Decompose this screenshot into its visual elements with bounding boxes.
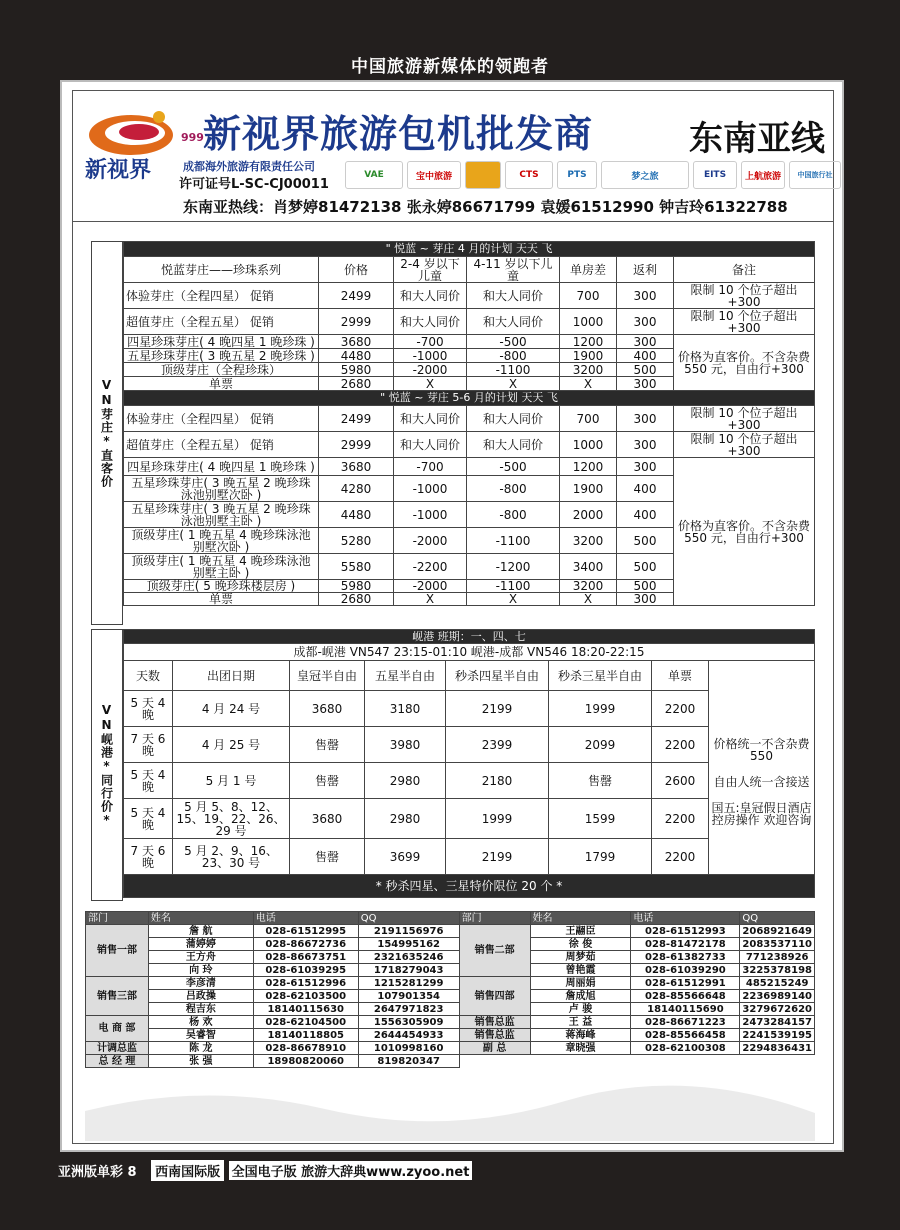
remark: 限制 10 个位子超出+300 <box>674 283 815 309</box>
product-name: 顶级芽庄( 1 晚五星 4 晚珍珠泳池别墅主卧 ) <box>124 554 319 580</box>
price: 3980 <box>365 727 446 763</box>
product-name: 顶级芽庄（全程珍珠） <box>124 363 319 377</box>
name: 徐 俊 <box>530 938 631 951</box>
phone: 028-85566458 <box>631 1029 740 1042</box>
price: 4280 <box>319 476 394 502</box>
single-supplement: 1000 <box>560 309 617 335</box>
product-name: 四星珍珠芽庄( 4 晚四星 1 晚珍珠 ) <box>124 458 319 476</box>
qq: 771238926 <box>740 951 815 964</box>
qq: 819820347 <box>358 1055 459 1068</box>
nhatrang-price-table <box>123 241 815 606</box>
price: 5980 <box>319 363 394 377</box>
website-label: 全国电子版 旅游大辞典www.zyoo.net <box>229 1161 473 1180</box>
single-supplement: 3200 <box>560 580 617 593</box>
child-price: 和大人同价 <box>394 406 467 432</box>
product-name: 五星珍珠芽庄( 3 晚五星 2 晚珍珠泳池别墅主卧 ) <box>124 502 319 528</box>
col-header-rebate: 返利 <box>617 257 674 283</box>
child-price: -1000 <box>394 502 467 528</box>
phone: 028-85566648 <box>631 990 740 1003</box>
license-number: 许可证号L-SC-CJ00011 <box>179 177 329 192</box>
price: 售罄 <box>290 727 365 763</box>
phone: 028-61512996 <box>253 977 358 990</box>
table-row <box>124 309 815 335</box>
name: 章晓强 <box>530 1042 631 1055</box>
price: 1599 <box>549 799 652 839</box>
child-price: -2200 <box>394 554 467 580</box>
product-name: 顶级芽庄( 5 晚珍珠楼层房 ) <box>124 580 319 593</box>
child-price: 和大人同价 <box>467 432 560 458</box>
col-header-name: 姓名 <box>530 912 631 925</box>
child-price: -1000 <box>394 349 467 363</box>
price: 3699 <box>365 839 446 875</box>
phone: 028-61512991 <box>631 977 740 990</box>
phone: 18140115630 <box>253 1003 358 1016</box>
phone: 028-62104500 <box>253 1016 358 1029</box>
product-name: 五星珍珠芽庄( 3 晚五星 2 晚珍珠 ) <box>124 349 319 363</box>
product-name: 超值芽庄（全程五星） 促销 <box>124 432 319 458</box>
price: 2399 <box>446 727 549 763</box>
rebate: 300 <box>617 432 674 458</box>
partner-logo-baozhong: 宝中旅游 <box>407 161 461 189</box>
col-header-dept: 部门 <box>86 912 149 925</box>
single-supplement: 3400 <box>560 554 617 580</box>
partner-logo-shanghang: 上航旅游 <box>741 161 785 189</box>
rebate: 400 <box>617 349 674 363</box>
rebate: 300 <box>617 335 674 349</box>
rebate: 500 <box>617 554 674 580</box>
qq: 2241539195 <box>740 1029 815 1042</box>
child-price: 和大人同价 <box>467 283 560 309</box>
price: 2680 <box>319 377 394 391</box>
table-row <box>124 691 815 727</box>
child-price: X <box>467 593 560 606</box>
table-row <box>86 977 815 990</box>
notes-spacer <box>709 661 815 691</box>
price: 2999 <box>319 432 394 458</box>
rebate: 300 <box>617 283 674 309</box>
rebate: 300 <box>617 406 674 432</box>
name: 王翮臣 <box>530 925 631 938</box>
dept: 计调总监 <box>86 1042 149 1055</box>
empty-cell <box>459 1055 530 1068</box>
child-price: 和大人同价 <box>394 432 467 458</box>
qq: 1556305909 <box>358 1016 459 1029</box>
col-header-five-star: 五星半自由 <box>365 661 446 691</box>
child-price: -500 <box>467 458 560 476</box>
remark: 限制 10 个位子超出+300 <box>674 309 815 335</box>
region-title: 东南亚线 <box>689 119 825 159</box>
departure-date: 5 月 2、9、16、23、30 号 <box>173 839 290 875</box>
price: 4480 <box>319 349 394 363</box>
phone: 028-81472178 <box>631 938 740 951</box>
child-price: 和大人同价 <box>467 309 560 335</box>
table-row <box>86 1055 815 1068</box>
qq: 3279672620 <box>740 1003 815 1016</box>
name: 曾艳霞 <box>530 964 631 977</box>
child-price: -2000 <box>394 363 467 377</box>
col-header-ticket: 单票 <box>652 661 709 691</box>
rebate: 300 <box>617 593 674 606</box>
partner-logos <box>345 157 841 193</box>
child-price: -700 <box>394 335 467 349</box>
table-row <box>124 406 815 432</box>
price: 2099 <box>549 727 652 763</box>
rebate: 500 <box>617 363 674 377</box>
table-row <box>86 1016 815 1029</box>
col-header-phone: 电话 <box>253 912 358 925</box>
table-row <box>86 951 815 964</box>
empty-cell <box>530 1055 631 1068</box>
hotline: 东南亚热线：肖梦婷81472138 张永婷86671799 袁媛61512990 钟吉玲61322788 <box>183 198 788 216</box>
price: 3680 <box>290 799 365 839</box>
col-header-dept: 部门 <box>459 912 530 925</box>
col-header-product: 悦蓝芽庄——珍珠系列 <box>124 257 319 283</box>
single-supplement: 3200 <box>560 528 617 554</box>
rebate: 400 <box>617 476 674 502</box>
phone: 028-62100308 <box>631 1042 740 1055</box>
name: 杨 欢 <box>148 1016 253 1029</box>
child-price: -2000 <box>394 580 467 593</box>
price: 2999 <box>319 309 394 335</box>
partner-logo-mascot <box>465 161 501 189</box>
page-frame <box>60 80 844 1152</box>
price: 5580 <box>319 554 394 580</box>
col-header-phone: 电话 <box>631 912 740 925</box>
name: 张 强 <box>148 1055 253 1068</box>
phone: 028-61512993 <box>631 925 740 938</box>
ticket-price: 2200 <box>652 839 709 875</box>
april-plan-title: " 悦蓝 ~ 芽庄 4 月的计划 天天 飞 <box>124 242 815 257</box>
dept: 销售一部 <box>86 925 149 977</box>
col-header-departure-date: 出团日期 <box>173 661 290 691</box>
days: 7 天 6 晚 <box>124 839 173 875</box>
name: 王方舟 <box>148 951 253 964</box>
phone: 18980820060 <box>253 1055 358 1068</box>
col-header-single-supplement: 单房差 <box>560 257 617 283</box>
product-name: 体验芽庄（全程四星） 促销 <box>124 283 319 309</box>
phone: 028-61039290 <box>631 964 740 977</box>
rebate: 300 <box>617 377 674 391</box>
rebate: 500 <box>617 528 674 554</box>
table-row <box>124 432 815 458</box>
remark: 限制 10 个位子超出+300 <box>674 406 815 432</box>
product-name: 单票 <box>124 377 319 391</box>
days: 5 天 4 晚 <box>124 799 173 839</box>
product-name: 五星珍珠芽庄( 3 晚五星 2 晚珍珠泳池别墅次卧 ) <box>124 476 319 502</box>
child-price: 和大人同价 <box>394 283 467 309</box>
name: 向 玲 <box>148 964 253 977</box>
qq: 2236989140 <box>740 990 815 1003</box>
table-row <box>86 1029 815 1042</box>
note-transfer: 自由人统一含接送 <box>713 775 810 790</box>
partner-logo-mengzhilv: 梦之旅 <box>601 161 689 189</box>
brand-number: 999 <box>181 131 204 144</box>
qq: 2473284157 <box>740 1016 815 1029</box>
price: 1999 <box>549 691 652 727</box>
departure-date: 5 月 5、8、12、15、19、22、26、29 号 <box>173 799 290 839</box>
note-hotel: 国五:皇冠假日酒店控房操作 欢迎咨询 <box>711 801 812 828</box>
remark: 限制 10 个位子超出+300 <box>674 432 815 458</box>
col-header-name: 姓名 <box>148 912 253 925</box>
phone: 028-61382733 <box>631 951 740 964</box>
page-label: 亚洲版单彩 8 <box>58 1165 137 1180</box>
qq: 2191156976 <box>358 925 459 938</box>
danang-notes <box>709 691 815 875</box>
col-header-days: 天数 <box>124 661 173 691</box>
phone: 028-86671223 <box>631 1016 740 1029</box>
name: 詹 航 <box>148 925 253 938</box>
dept: 销售四部 <box>459 977 530 1016</box>
col-header-four-star-flash: 秒杀四星半自由 <box>446 661 549 691</box>
departure-date: 4 月 24 号 <box>173 691 290 727</box>
rebate: 400 <box>617 502 674 528</box>
danang-title: 岘港 班期：一、四、七 <box>124 630 815 644</box>
qq: 2647971823 <box>358 1003 459 1016</box>
price: 3180 <box>365 691 446 727</box>
logo-text: 新视界 <box>85 157 152 183</box>
nhatrang-side-label: VN芽庄*直客价 <box>91 241 123 625</box>
danang-footer: * 秒杀四星、三星特价限位 20 个 * <box>124 875 815 898</box>
rebate: 300 <box>617 458 674 476</box>
single-supplement: 1000 <box>560 432 617 458</box>
partner-logo-pts: PTS <box>557 161 597 189</box>
price: 2980 <box>365 799 446 839</box>
price: 5980 <box>319 580 394 593</box>
rebate: 500 <box>617 580 674 593</box>
departure-date: 4 月 25 号 <box>173 727 290 763</box>
qq: 1215281299 <box>358 977 459 990</box>
table-row <box>86 1003 815 1016</box>
single-supplement: 700 <box>560 406 617 432</box>
table-row <box>86 1042 815 1055</box>
table-row <box>86 990 815 1003</box>
partner-logo-eits: EITS <box>693 161 737 189</box>
qq: 2321635246 <box>358 951 459 964</box>
edition-label: 西南国际版 <box>151 1160 224 1181</box>
dept: 销售二部 <box>459 925 530 977</box>
ticket-price: 2200 <box>652 727 709 763</box>
qq: 2068921649 <box>740 925 815 938</box>
col-header-price: 价格 <box>319 257 394 283</box>
name: 蒋海峰 <box>530 1029 631 1042</box>
name: 蒲婷婷 <box>148 938 253 951</box>
dept: 销售总监 <box>459 1029 530 1042</box>
departure-date: 5 月 1 号 <box>173 763 290 799</box>
empty-cell <box>740 1055 815 1068</box>
danang-price-table <box>123 629 815 898</box>
table-row <box>124 335 815 349</box>
contacts-table <box>85 911 815 1068</box>
table-row <box>124 283 815 309</box>
child-price: -800 <box>467 349 560 363</box>
phone: 028-61512995 <box>253 925 358 938</box>
partner-logo-cts: CTS <box>505 161 553 189</box>
price: 5280 <box>319 528 394 554</box>
name: 程吉东 <box>148 1003 253 1016</box>
phone: 028-86673751 <box>253 951 358 964</box>
partner-logo-china-travel: 中国旅行社 <box>789 161 841 189</box>
child-price: X <box>394 593 467 606</box>
single-supplement: 700 <box>560 283 617 309</box>
single-supplement: 1200 <box>560 458 617 476</box>
company-name: 成都海外旅游有限责任公司 <box>183 160 315 173</box>
ticket-price: 2200 <box>652 691 709 727</box>
may-note: 价格为直客价。不含杂费 550 元，自由行+300 <box>674 458 815 606</box>
phone: 028-62103500 <box>253 990 358 1003</box>
dept: 副 总 <box>459 1042 530 1055</box>
ticket-price: 2600 <box>652 763 709 799</box>
empty-cell <box>631 1055 740 1068</box>
col-header-remarks: 备注 <box>674 257 815 283</box>
dept: 销售三部 <box>86 977 149 1016</box>
single-supplement: X <box>560 593 617 606</box>
partner-logo-vae: VAE <box>345 161 403 189</box>
child-price: X <box>467 377 560 391</box>
danang-side-label: VN岘港*同行价* <box>91 629 123 901</box>
product-name: 体验芽庄（全程四星） 促销 <box>124 406 319 432</box>
phone: 028-86678910 <box>253 1042 358 1055</box>
qq: 2083537110 <box>740 938 815 951</box>
child-price: -1000 <box>394 476 467 502</box>
price: 3680 <box>319 458 394 476</box>
name: 周丽娟 <box>530 977 631 990</box>
ticket-price: 2200 <box>652 799 709 839</box>
table-row <box>86 938 815 951</box>
dept: 销售总监 <box>459 1016 530 1029</box>
qq: 107901354 <box>358 990 459 1003</box>
qq: 1010998160 <box>358 1042 459 1055</box>
name: 李彦清 <box>148 977 253 990</box>
child-price: -1100 <box>467 528 560 554</box>
child-price: -500 <box>467 335 560 349</box>
phone: 18140115690 <box>631 1003 740 1016</box>
content-area <box>72 90 834 1144</box>
col-header-three-star-flash: 秒杀三星半自由 <box>549 661 652 691</box>
price: 2180 <box>446 763 549 799</box>
single-supplement: 1900 <box>560 349 617 363</box>
name: 陈 龙 <box>148 1042 253 1055</box>
col-header-child-2-4: 2-4 岁以下儿童 <box>394 257 467 283</box>
price: 3680 <box>319 335 394 349</box>
table-row <box>86 964 815 977</box>
qq: 1718279043 <box>358 964 459 977</box>
days: 5 天 4 晚 <box>124 763 173 799</box>
table-row <box>86 925 815 938</box>
price: 4480 <box>319 502 394 528</box>
child-price: -800 <box>467 476 560 502</box>
child-price: 和大人同价 <box>467 406 560 432</box>
qq: 2644454933 <box>358 1029 459 1042</box>
name: 吕政操 <box>148 990 253 1003</box>
name: 吴睿智 <box>148 1029 253 1042</box>
days: 7 天 6 晚 <box>124 727 173 763</box>
single-supplement: 1900 <box>560 476 617 502</box>
price: 2980 <box>365 763 446 799</box>
single-supplement: 3200 <box>560 363 617 377</box>
price: 2499 <box>319 283 394 309</box>
price: 2499 <box>319 406 394 432</box>
qq: 485215249 <box>740 977 815 990</box>
rebate: 300 <box>617 309 674 335</box>
product-name: 超值芽庄（全程五星） 促销 <box>124 309 319 335</box>
price: 1999 <box>446 799 549 839</box>
product-name: 顶级芽庄( 1 晚五星 4 晚珍珠泳池别墅次卧 ) <box>124 528 319 554</box>
brand-title: 新视界旅游包机批发商 <box>203 111 594 156</box>
col-header-qq: QQ <box>358 912 459 925</box>
page-footer <box>58 1160 472 1181</box>
name: 王 益 <box>530 1016 631 1029</box>
header <box>73 91 833 222</box>
danang-flights: 成都-岘港 VN547 23:15-01:10 岘港-成都 VN546 18:20-22:15 <box>124 644 815 661</box>
price: 售罄 <box>549 763 652 799</box>
price: 1799 <box>549 839 652 875</box>
may-plan-title: " 悦蓝 ~ 芽庄 5-6 月的计划 天天 飞 <box>124 391 815 406</box>
child-price: 和大人同价 <box>394 309 467 335</box>
name: 卢 骏 <box>530 1003 631 1016</box>
col-header-qq: QQ <box>740 912 815 925</box>
single-supplement: X <box>560 377 617 391</box>
col-header-child-4-11: 4-11 岁以下儿童 <box>467 257 560 283</box>
qq: 2294836431 <box>740 1042 815 1055</box>
child-price: -700 <box>394 458 467 476</box>
dept: 电 商 部 <box>86 1016 149 1042</box>
price: 售罄 <box>290 839 365 875</box>
child-price: -1100 <box>467 363 560 377</box>
phone: 18140118805 <box>253 1029 358 1042</box>
name: 詹成旭 <box>530 990 631 1003</box>
price: 售罄 <box>290 763 365 799</box>
price: 2199 <box>446 839 549 875</box>
product-name: 四星珍珠芽庄( 4 晚四星 1 晚珍珠 ) <box>124 335 319 349</box>
april-note: 价格为直客价。不含杂费 550 元，自由行+300 <box>674 335 815 391</box>
phone: 028-61039295 <box>253 964 358 977</box>
child-price: -2000 <box>394 528 467 554</box>
days: 5 天 4 晚 <box>124 691 173 727</box>
dept: 总 经 理 <box>86 1055 149 1068</box>
child-price: -1200 <box>467 554 560 580</box>
col-header-crown: 皇冠半自由 <box>290 661 365 691</box>
child-price: -800 <box>467 502 560 528</box>
qq: 3225378198 <box>740 964 815 977</box>
mountain-backdrop-icon <box>85 1071 815 1141</box>
price: 3680 <box>290 691 365 727</box>
single-supplement: 1200 <box>560 335 617 349</box>
single-supplement: 2000 <box>560 502 617 528</box>
qq: 154995162 <box>358 938 459 951</box>
note-fee: 价格统一不含杂费 550 <box>713 737 810 764</box>
child-price: X <box>394 377 467 391</box>
price: 2199 <box>446 691 549 727</box>
product-name: 单票 <box>124 593 319 606</box>
name: 周梦茹 <box>530 951 631 964</box>
table-row <box>124 458 815 476</box>
child-price: -1100 <box>467 580 560 593</box>
price: 2680 <box>319 593 394 606</box>
phone: 028-86672736 <box>253 938 358 951</box>
slogan: 中国旅游新媒体的领跑者 <box>351 57 549 77</box>
